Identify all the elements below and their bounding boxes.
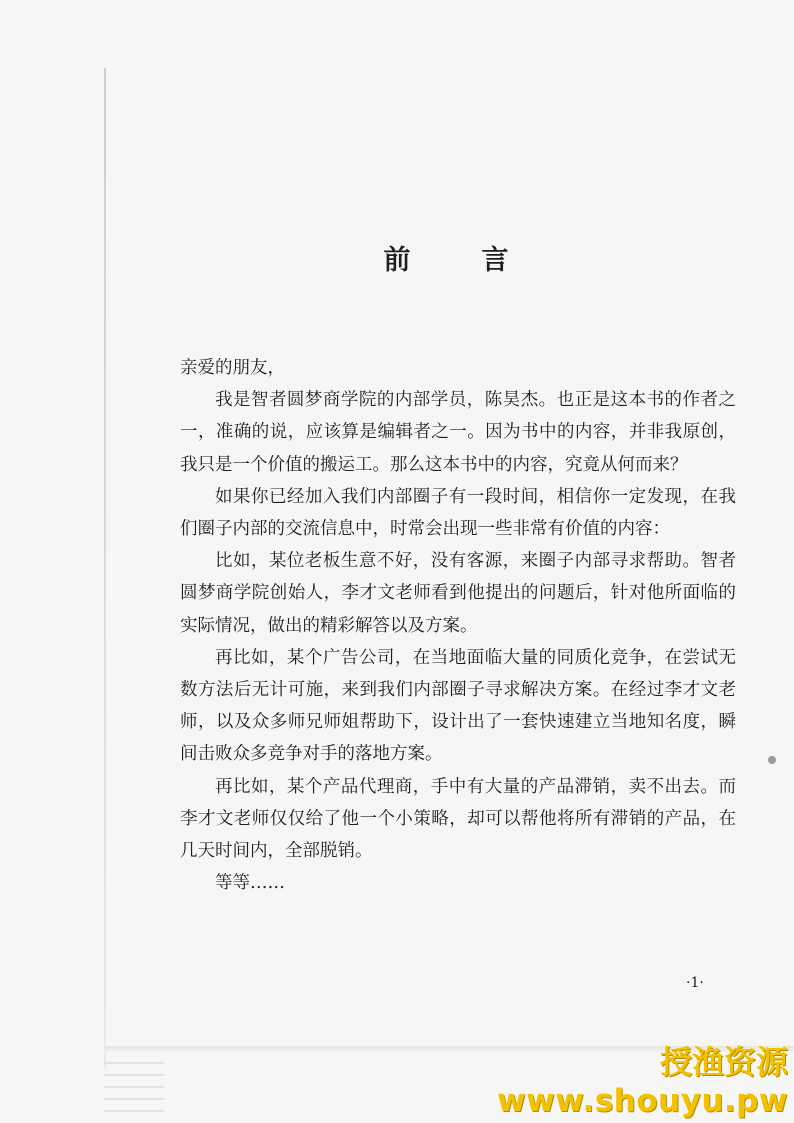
watermark: [497, 1043, 788, 1119]
paragraph-4: 再比如，某个广告公司，在当地面临大量的同质化竞争，在尝试无数方法后无计可施，来到我们内部圈子寻求解决方案。在经过李才文老师，以及众多师兄师姐帮助下，设计出了一套快速建立当地知名度，瞬间击败众多竞争对手的落地方案。: [180, 647, 736, 765]
scan-artifact-lines: [104, 1062, 164, 1112]
paragraph-1: 我是智者圆梦商学院的内部学员，陈昊杰。也正是这本书的作者之一，准确的说，应该算是编辑者之一。因为书中的内容，并非我原创，我只是一个价值的搬运工。那么这本书中的内容，究竟从何而来？: [180, 390, 736, 475]
binding-edge-shadow: [104, 68, 106, 1068]
page-number: ·1·: [686, 975, 704, 991]
scan-speck: [768, 756, 776, 764]
preface-body: [180, 352, 736, 899]
paragraph-6: 等等……: [215, 873, 285, 894]
watermark-name: 授渔资源: [659, 1043, 788, 1081]
paragraph-2: 如果你已经加入我们内部圈子有一段时间，相信你一定发现，在我们圈子内部的交流信息中，时常会出现一些非常有价值的内容：: [180, 486, 736, 540]
paragraph-3: 比如，某位老板生意不好，没有客源，来圈子内部寻求帮助。智者圆梦商学院创始人，李才文老师看到他提出的问题后，针对他所面临的实际情况，做出的精彩解答以及方案。: [180, 551, 736, 636]
salutation: 亲爱的朋友，: [180, 358, 285, 378]
page-title: 前 言: [383, 245, 531, 276]
watermark-url: www.shouyu.pw: [497, 1083, 788, 1119]
paragraph-5: 再比如，某个产品代理商，手中有大量的产品滞销，卖不出去。而李才文老师仅仅给了他一个小策略，却可以帮他将所有滞销的产品，在几天时间内，全部脱销。: [180, 776, 736, 862]
